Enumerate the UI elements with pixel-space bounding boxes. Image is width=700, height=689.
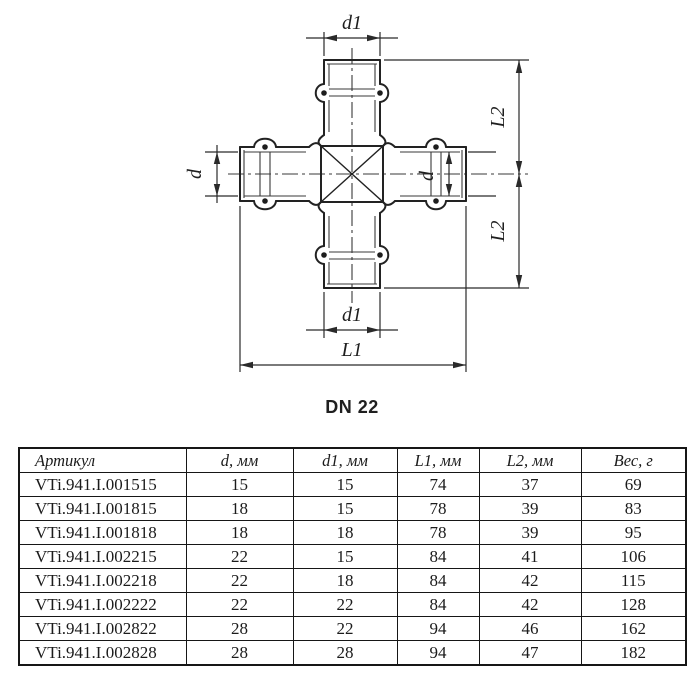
value-cell: 46 bbox=[479, 617, 581, 641]
value-cell: 128 bbox=[581, 593, 686, 617]
value-cell: 39 bbox=[479, 497, 581, 521]
article-cell: VTi.941.I.001818 bbox=[19, 521, 186, 545]
dim-label-d1-top: d1 bbox=[342, 12, 362, 34]
table-row bbox=[19, 545, 686, 569]
spec-table bbox=[18, 447, 687, 666]
spec-table-container bbox=[18, 447, 685, 666]
value-cell: 18 bbox=[293, 569, 397, 593]
value-cell: 15 bbox=[293, 473, 397, 497]
column-header: Артикул bbox=[19, 448, 186, 473]
column-header: d1, мм bbox=[293, 448, 397, 473]
value-cell: 37 bbox=[479, 473, 581, 497]
dim-label-l2-upper: L2 bbox=[487, 106, 509, 128]
table-row bbox=[19, 617, 686, 641]
value-cell: 74 bbox=[397, 473, 479, 497]
value-cell: 84 bbox=[397, 569, 479, 593]
dim-label-d-right: d bbox=[416, 171, 438, 181]
article-cell: VTi.941.I.002215 bbox=[19, 545, 186, 569]
value-cell: 15 bbox=[186, 473, 293, 497]
value-cell: 182 bbox=[581, 641, 686, 666]
value-cell: 22 bbox=[293, 617, 397, 641]
table-row bbox=[19, 497, 686, 521]
dn-caption: DN 22 bbox=[325, 397, 379, 417]
table-header-row bbox=[19, 448, 686, 473]
table-row bbox=[19, 593, 686, 617]
value-cell: 94 bbox=[397, 641, 479, 666]
article-cell: VTi.941.I.002828 bbox=[19, 641, 186, 666]
article-cell: VTi.941.I.002222 bbox=[19, 593, 186, 617]
column-header: L2, мм bbox=[479, 448, 581, 473]
table-row bbox=[19, 569, 686, 593]
value-cell: 47 bbox=[479, 641, 581, 666]
value-cell: 42 bbox=[479, 593, 581, 617]
spec-table-body bbox=[19, 473, 686, 666]
article-cell: VTi.941.I.001815 bbox=[19, 497, 186, 521]
value-cell: 39 bbox=[479, 521, 581, 545]
column-header: d, мм bbox=[186, 448, 293, 473]
value-cell: 41 bbox=[479, 545, 581, 569]
table-row bbox=[19, 641, 686, 666]
dim-label-d1-bottom: d1 bbox=[342, 304, 362, 326]
centerlines bbox=[228, 48, 528, 303]
value-cell: 69 bbox=[581, 473, 686, 497]
value-cell: 78 bbox=[397, 521, 479, 545]
value-cell: 115 bbox=[581, 569, 686, 593]
value-cell: 28 bbox=[293, 641, 397, 666]
article-cell: VTi.941.I.002822 bbox=[19, 617, 186, 641]
value-cell: 18 bbox=[186, 497, 293, 521]
value-cell: 15 bbox=[293, 545, 397, 569]
article-cell: VTi.941.I.001515 bbox=[19, 473, 186, 497]
value-cell: 15 bbox=[293, 497, 397, 521]
value-cell: 84 bbox=[397, 545, 479, 569]
dim-label-d-left: d bbox=[184, 169, 206, 179]
value-cell: 95 bbox=[581, 521, 686, 545]
column-header: L1, мм bbox=[397, 448, 479, 473]
value-cell: 22 bbox=[186, 545, 293, 569]
value-cell: 18 bbox=[293, 521, 397, 545]
value-cell: 28 bbox=[186, 641, 293, 666]
value-cell: 83 bbox=[581, 497, 686, 521]
column-header: Вес, г bbox=[581, 448, 686, 473]
value-cell: 22 bbox=[186, 569, 293, 593]
value-cell: 18 bbox=[186, 521, 293, 545]
table-row bbox=[19, 473, 686, 497]
article-cell: VTi.941.I.002218 bbox=[19, 569, 186, 593]
value-cell: 42 bbox=[479, 569, 581, 593]
value-cell: 84 bbox=[397, 593, 479, 617]
dim-label-l2-lower: L2 bbox=[487, 220, 509, 242]
value-cell: 94 bbox=[397, 617, 479, 641]
value-cell: 106 bbox=[581, 545, 686, 569]
table-row bbox=[19, 521, 686, 545]
value-cell: 162 bbox=[581, 617, 686, 641]
dim-label-l1: L1 bbox=[341, 339, 363, 361]
value-cell: 78 bbox=[397, 497, 479, 521]
value-cell: 22 bbox=[293, 593, 397, 617]
value-cell: 22 bbox=[186, 593, 293, 617]
value-cell: 28 bbox=[186, 617, 293, 641]
